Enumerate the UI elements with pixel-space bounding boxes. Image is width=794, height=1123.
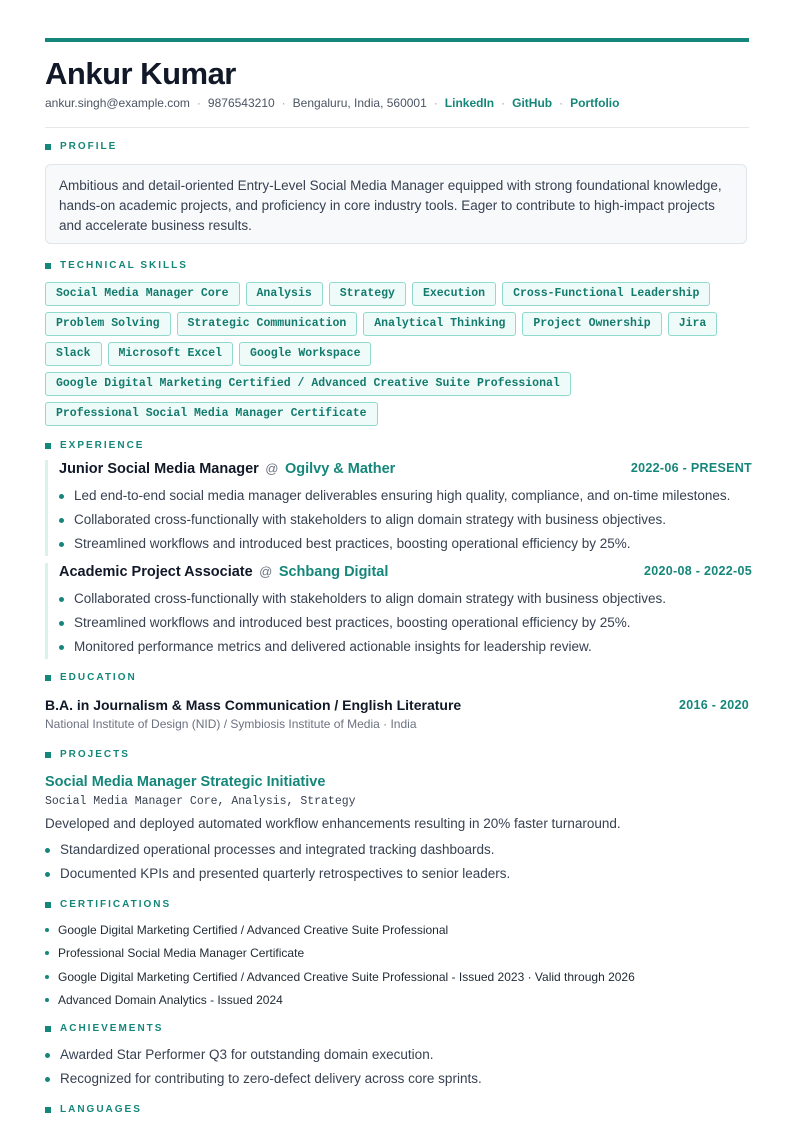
section-marker-icon [45, 675, 51, 681]
certification-list [45, 919, 762, 1012]
skill-chip: Strategy [329, 282, 406, 306]
section-title-projects: PROJECTS [45, 749, 130, 760]
at-symbol: @ [265, 461, 279, 476]
list-item: Streamlined workflows and introduced best practices, boosting operational efficiency by 25%. [74, 532, 752, 556]
accent-bar [45, 38, 749, 42]
skill-chip: Google Digital Marketing Certified / Advanced Creative Suite Professional [45, 372, 571, 396]
job-dates: 2022-06 - PRESENT [630, 461, 752, 475]
list-item: Advanced Domain Analytics - Issued 2024 [58, 989, 762, 1012]
list-item: Led end-to-end social media manager deliverables ensuring high quality, compliance, and on-time milestones. [74, 484, 752, 508]
header-divider [45, 127, 749, 128]
job-bullets [48, 484, 752, 556]
location: Bengaluru, India, 560001 [292, 96, 427, 110]
skill-chip: Microsoft Excel [108, 342, 234, 366]
project-title: Social Media Manager Strategic Initiative [45, 774, 326, 790]
company-name: Ogilvy & Mather [284, 461, 396, 477]
job-entry [45, 460, 752, 556]
list-item: Awarded Star Performer Q3 for outstanding domain execution. [60, 1043, 764, 1067]
section-marker-icon [45, 1107, 51, 1113]
linkedin-link[interactable]: LinkedIn [444, 96, 495, 110]
achievement-list [45, 1043, 764, 1091]
job-entry [45, 563, 752, 659]
list-item: Streamlined workflows and introduced best practices, boosting operational efficiency by 25%. [74, 611, 752, 635]
section-title-certifications: CERTIFICATIONS [45, 899, 171, 910]
company-name: Schbang Digital [278, 564, 389, 580]
section-marker-icon [45, 144, 51, 150]
skill-chip: Analytical Thinking [363, 312, 516, 336]
contact-line: ankur.singh@example.com · 9876543210 · Bengaluru, India, 560001 · LinkedIn · GitHub · Portfolio [45, 96, 620, 110]
skill-chip: Social Media Manager Core [45, 282, 240, 306]
section-marker-icon [45, 752, 51, 758]
project-description: Developed and deployed automated workflow enhancements resulting in 20% faster turnaround. [45, 816, 621, 831]
section-title-languages: LANGUAGES [45, 1104, 142, 1115]
section-title-achievements: ACHIEVEMENTS [45, 1023, 163, 1034]
at-symbol: @ [259, 564, 273, 579]
section-marker-icon [45, 263, 51, 269]
section-marker-icon [45, 902, 51, 908]
section-title-profile: PROFILE [45, 141, 117, 152]
skill-chip: Analysis [246, 282, 323, 306]
skill-chip: Slack [45, 342, 102, 366]
phone: 9876543210 [207, 96, 275, 110]
job-title: Academic Project Associate [59, 564, 253, 580]
list-item: Collaborated cross-functionally with stakeholders to align domain strategy with business objectives. [74, 508, 752, 532]
list-item: Google Digital Marketing Certified / Advanced Creative Suite Professional - Issued 2023 · Valid through 2026 [58, 966, 762, 989]
skill-chip: Cross-Functional Leadership [502, 282, 710, 306]
list-item: Professional Social Media Manager Certificate [58, 942, 762, 965]
skill-chip: Execution [412, 282, 496, 306]
section-marker-icon [45, 443, 51, 449]
skill-chip: Jira [668, 312, 718, 336]
project-bullets [45, 838, 764, 886]
list-item: Recognized for contributing to zero-defect delivery across core sprints. [60, 1067, 764, 1091]
skill-chip: Strategic Communication [177, 312, 358, 336]
list-item: Google Digital Marketing Certified / Advanced Creative Suite Professional [58, 919, 762, 942]
email[interactable]: ankur.singh@example.com [45, 96, 190, 110]
list-item: Standardized operational processes and integrated tracking dashboards. [60, 838, 764, 862]
skill-chip: Problem Solving [45, 312, 171, 336]
profile-summary: Ambitious and detail-oriented Entry-Level Social Media Manager equipped with strong foundational knowledge, hands-on academic projects, and proficiency in core industry tools. Eager to contribute to high-impact projects and accelerate business results. [45, 164, 747, 244]
job-dates: 2020-08 - 2022-05 [644, 564, 752, 578]
list-item: Collaborated cross-functionally with stakeholders to align domain strategy with business objectives. [74, 587, 752, 611]
skill-chip: Project Ownership [522, 312, 661, 336]
education-dates: 2016 - 2020 [678, 698, 749, 712]
job-title: Junior Social Media Manager [59, 461, 259, 477]
candidate-name: Ankur Kumar [45, 56, 236, 91]
github-link[interactable]: GitHub [512, 96, 553, 110]
section-marker-icon [45, 1026, 51, 1032]
section-title-skills: TECHNICAL SKILLS [45, 260, 188, 271]
skill-chip: Google Workspace [239, 342, 371, 366]
section-title-education: EDUCATION [45, 672, 137, 683]
institution: National Institute of Design (NID) / Symbiosis Institute of Media · India [45, 717, 417, 731]
project-tech: Social Media Manager Core, Analysis, Strategy [45, 795, 356, 808]
job-bullets [48, 587, 752, 659]
list-item: Documented KPIs and presented quarterly retrospectives to senior leaders. [60, 862, 764, 886]
skills-list [45, 282, 755, 432]
degree: B.A. in Journalism & Mass Communication / English Literature [45, 697, 462, 713]
section-title-experience: EXPERIENCE [45, 440, 144, 451]
portfolio-link[interactable]: Portfolio [570, 96, 620, 110]
list-item: Monitored performance metrics and delivered actionable insights for leadership review. [74, 635, 752, 659]
skill-chip: Professional Social Media Manager Certificate [45, 402, 378, 426]
